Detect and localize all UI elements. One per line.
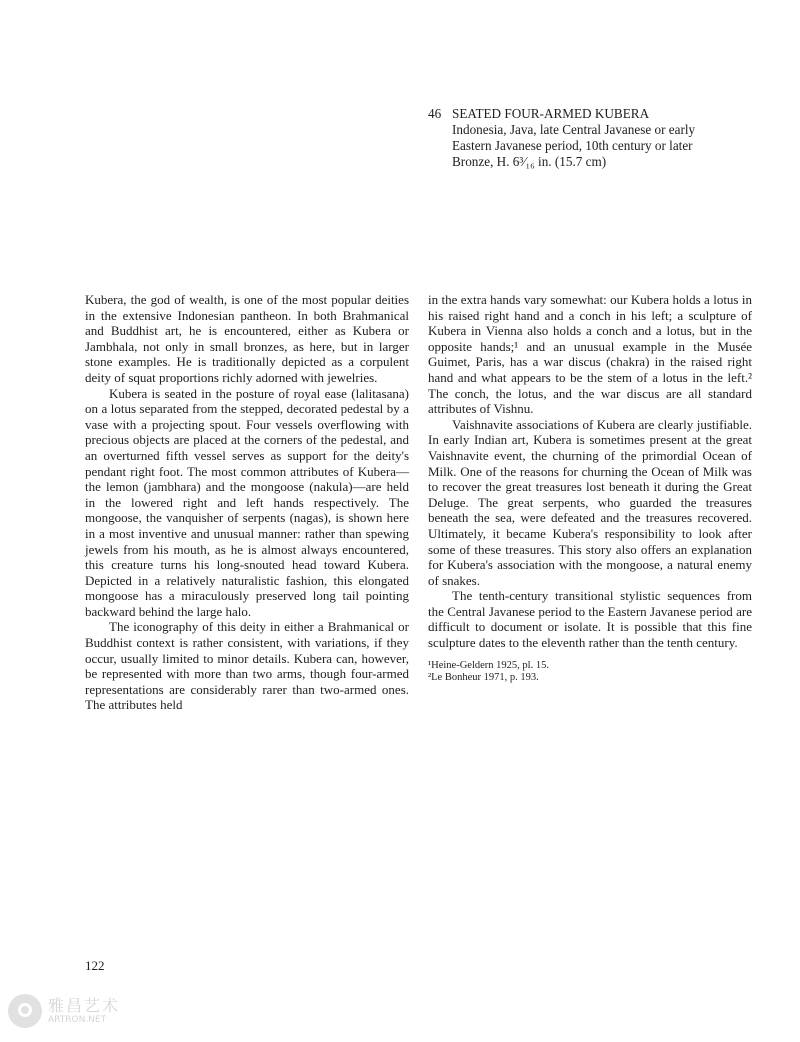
object-medium: Bronze, H. 6³⁄₁₆ in. (15.7 cm) <box>452 154 607 169</box>
object-caption <box>428 106 768 170</box>
paragraph: Vaishnavite associations of Kubera are clearly justifiable. In early Indian art, Kubera is sometimes present at the great Vaishnavite event, the churning of the primordial Ocean of Milk. One of the reasons for churning the Ocean of Milk was to recover the great treasures lost beneath it during the Great Deluge. The great serpents, who guarded the treasures beneath the sea, were defeated and the treasures recovered. Ultimately, it became Kubera's responsibility to look after some of these treasures. This story also offers an explanation for Kubera's association with the mongoose, a natural enemy of snakes. <box>428 416 752 588</box>
paragraph: Kubera is seated in the posture of royal ease (lalitasana) on a lotus separated from the stepped, decorated pedestal by a vase with a projecting spout. Four vessels overflowing with precious objects are placed at the corners of the pedestal, and an overturned fifth vessel serves as support for the deity's pendant right foot. The most common attributes of Kubera—the lemon (jambhara) and the mongoose (nakula)—are held in the lowered right and left hands respectively. The mongoose, the vanquisher of serpents (nagas), is shown here in a most inventive and unusual manner: rather than spewing jewels from his mouth, as he is almost always encountered, this creature turns his long-snouted head toward Kubera. Depicted in a relatively naturalistic fashion, this elongated mongoose has a miraculously preserved long tail pointing backward behind the large halo. <box>85 385 409 619</box>
paragraph: The tenth-century transitional stylistic sequences from the Central Javanese period to the Eastern Javanese period are difficult to document or isolate. It is possible that this fine sculpture dates to the eleventh rather than the tenth century. <box>428 588 752 651</box>
paragraph: Kubera, the god of wealth, is one of the most popular deities in the extensive Indonesian pantheon. In both Brahmanical and Buddhist art, he is encountered, either as Kubera or Jambhala, not only in small bronzes, as here, but in larger stone examples. He is traditionally depicted as a corpulent deity of squat proportions richly adorned with jewelries. <box>85 292 409 385</box>
object-origin: Indonesia, Java, late Central Javanese or early <box>452 122 696 137</box>
artron-logo-icon <box>8 994 42 1028</box>
page-number: 122 <box>85 958 105 973</box>
footnote: ¹Heine-Geldern 1925, pl. 15. <box>428 659 549 671</box>
right-text-column <box>428 292 752 685</box>
paragraph: The iconography of this deity in either a Brahmanical or Buddhist context is rather consistent, with variations, if they occur, usually limited to minor details. Kubera can, however, be represented with more than two arms, though four-armed representations are considerably rarer than two-armed ones. The attributes held <box>85 619 409 713</box>
catalog-number: 46 <box>428 106 442 121</box>
left-text-column <box>85 292 409 713</box>
object-title: SEATED FOUR-ARMED KUBERA <box>452 106 650 121</box>
object-period: Eastern Javanese period, 10th century or later <box>452 138 693 153</box>
watermark-chinese: 雅昌艺术 <box>48 996 121 1015</box>
watermark-english: ARTRON.NET <box>48 1015 107 1025</box>
footnotes <box>428 660 752 685</box>
paragraph: in the extra hands vary somewhat: our Kubera holds a lotus in his raised right hand and a conch in his left; a sculpture of Kubera in Vienna also holds a conch and a lotus, but in the opposite hands;¹ and an unusual example in the Musée Guimet, Paris, has a war discus (chakra) in the raised right hand and what appears to be the stem of a lotus in the left.² The conch, the lotus, and the war discus are all standard attributes of Vishnu. <box>428 292 752 417</box>
watermark <box>8 994 120 1028</box>
footnote: ²Le Bonheur 1971, p. 193. <box>428 672 539 684</box>
